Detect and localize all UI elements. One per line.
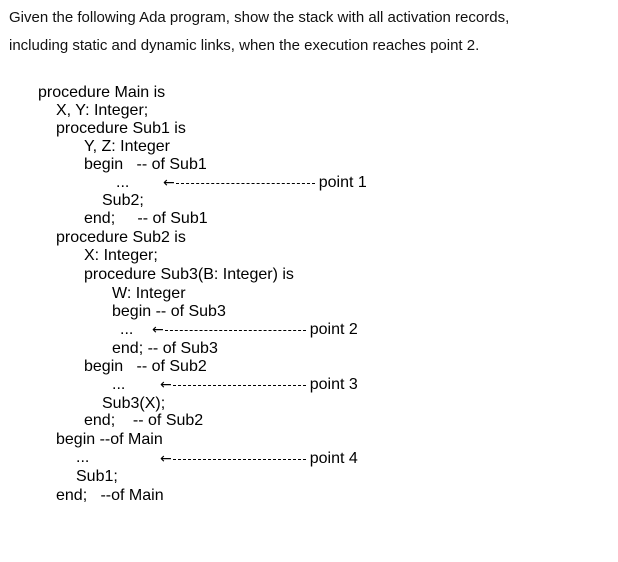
dashed-leader-line [173, 459, 306, 460]
code-line-end-sub1: end; -- of Sub1 [84, 210, 208, 227]
code-line-sub2-vars: X: Integer; [84, 247, 158, 264]
code-line-begin-sub2: begin -- of Sub2 [84, 358, 207, 375]
question-line-1: Given the following Ada program, show the stack with all activation records, [9, 9, 510, 26]
code-line-begin-main: begin --of Main [56, 431, 163, 448]
point-4-label: point 4 [309, 450, 358, 467]
question-line-2: including static and dynamic links, when the execution reaches point 2. [9, 37, 480, 54]
point-1-label: point 1 [318, 174, 367, 191]
code-line-begin-sub1: begin -- of Sub1 [84, 156, 207, 173]
code-line-call-sub2: Sub2; [102, 192, 144, 209]
code-line-end-sub2: end; -- of Sub2 [84, 412, 204, 429]
left-arrow-icon: ← [160, 451, 172, 467]
point-3-label: point 3 [309, 376, 358, 393]
code-line-procedure-sub1: procedure Sub1 is [56, 120, 186, 137]
code-line-sub1-vars: Y, Z: Integer [84, 138, 170, 155]
code-line-ellipsis-main: ... [76, 449, 90, 466]
point-3-marker [160, 376, 358, 394]
point-2-marker [152, 321, 358, 339]
code-line-end-main: end; --of Main [56, 487, 164, 504]
code-line-ellipsis-sub1: ... [116, 174, 130, 191]
point-2-label: point 2 [309, 321, 358, 338]
code-line-begin-sub3: begin -- of Sub3 [112, 303, 226, 320]
left-arrow-icon: ← [160, 377, 172, 393]
code-line-procedure-sub3: procedure Sub3(B: Integer) is [84, 266, 294, 283]
left-arrow-icon: ← [163, 175, 175, 191]
code-line-call-sub1: Sub1; [76, 468, 118, 485]
dashed-leader-line [176, 183, 315, 184]
point-4-marker [160, 450, 358, 468]
left-arrow-icon: ← [152, 322, 164, 338]
code-line-call-sub3: Sub3(X); [102, 395, 166, 412]
point-1-marker [163, 174, 367, 192]
code-line-ellipsis-sub2: ... [112, 376, 126, 393]
code-line-procedure-sub2: procedure Sub2 is [56, 229, 186, 246]
code-line-end-sub3: end; -- of Sub3 [112, 340, 218, 357]
dashed-leader-line [173, 385, 306, 386]
code-line-sub3-vars: W: Integer [112, 285, 186, 302]
code-line-ellipsis-sub3: ... [120, 321, 134, 338]
code-line-procedure-main: procedure Main is [38, 84, 166, 101]
code-line-main-vars: X, Y: Integer; [56, 102, 149, 119]
dashed-leader-line [165, 330, 306, 331]
